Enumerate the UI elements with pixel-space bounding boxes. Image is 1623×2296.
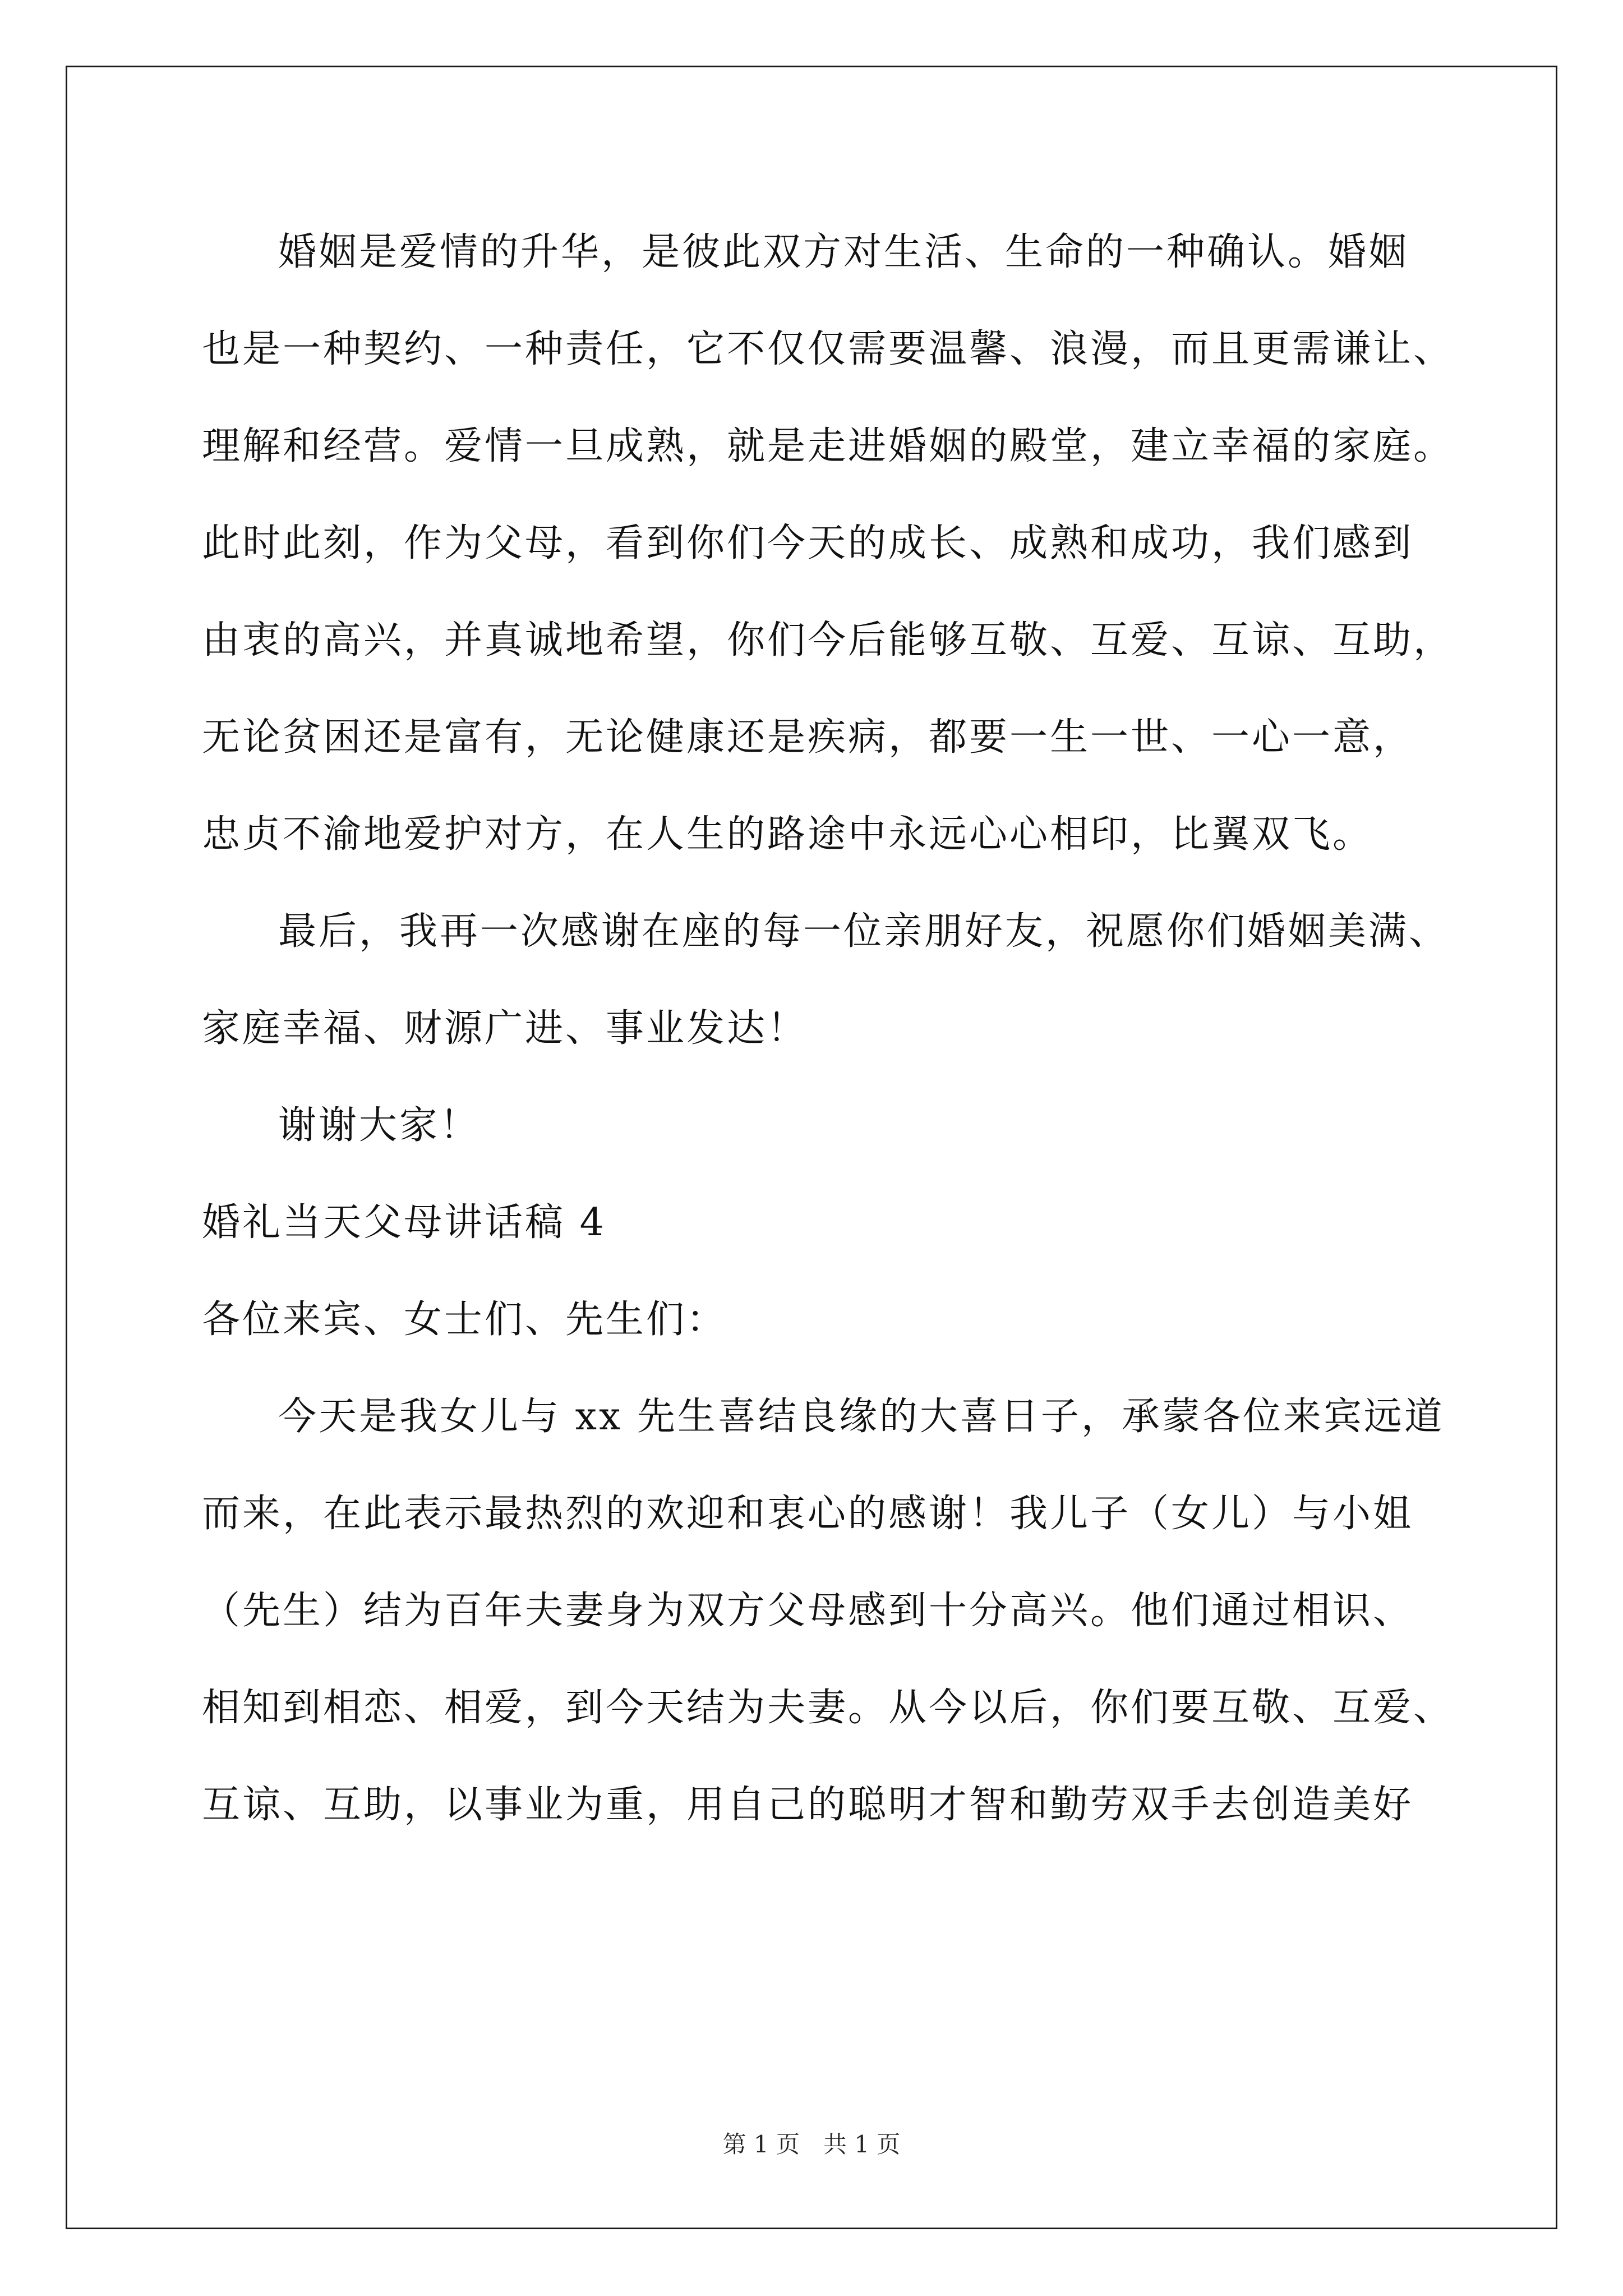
text-line: 家庭幸福、财源广进、事业发达！: [202, 1006, 808, 1051]
text-line: 理解和经营。爱情一旦成熟，就是走进婚姻的殿堂，建立幸福的家庭。: [202, 424, 1454, 468]
text-line: 谢谢大家！: [278, 1103, 481, 1148]
text-line: 此时此刻，作为父母，看到你们今天的成长、成熟和成功，我们感到: [202, 521, 1414, 565]
text-line: 而来，在此表示最热烈的欢迎和衷心的感谢！我儿子（女儿）与小姐: [202, 1492, 1414, 1536]
text-line: 今天是我女儿与 xx 先生喜结良缘的大喜日子，承蒙各位来宾远道: [278, 1395, 1445, 1439]
text-line: 忠贞不渝地爱护对方，在人生的路途中永远心心相印，比翼双飞。: [202, 812, 1373, 857]
page-number: 第 1 页 共 1 页: [722, 2131, 901, 2158]
text-line: 最后，我再一次感谢在座的每一位亲朋好友，祝愿你们婚姻美满、: [278, 909, 1450, 954]
text-line: 婚姻是爱情的升华，是彼此双方对生活、生命的一种确认。婚姻: [278, 230, 1409, 274]
text-line: （先生）结为百年夫妻身为双方父母感到十分高兴。他们通过相识、: [202, 1589, 1414, 1633]
text-line: 互谅、互助，以事业为重，用自己的聪明才智和勤劳双手去创造美好: [202, 1783, 1414, 1827]
text-line: 无论贫困还是富有，无论健康还是疾病，都要一生一世、一心一意，: [202, 715, 1414, 760]
text-line: 相知到相恋、相爱，到今天结为夫妻。从今以后，你们要互敬、互爱、: [202, 1686, 1454, 1730]
section-heading: 婚礼当天父母讲话稿 4: [202, 1200, 606, 1245]
text-line: 由衷的高兴，并真诚地希望，你们今后能够互敬、互爱、互谅、互助，: [202, 618, 1454, 662]
salutation: 各位来宾、女士们、先生们：: [202, 1297, 727, 1342]
text-line: 也是一种契约、一种责任，它不仅仅需要温馨、浪漫，而且更需谦让、: [202, 327, 1454, 371]
